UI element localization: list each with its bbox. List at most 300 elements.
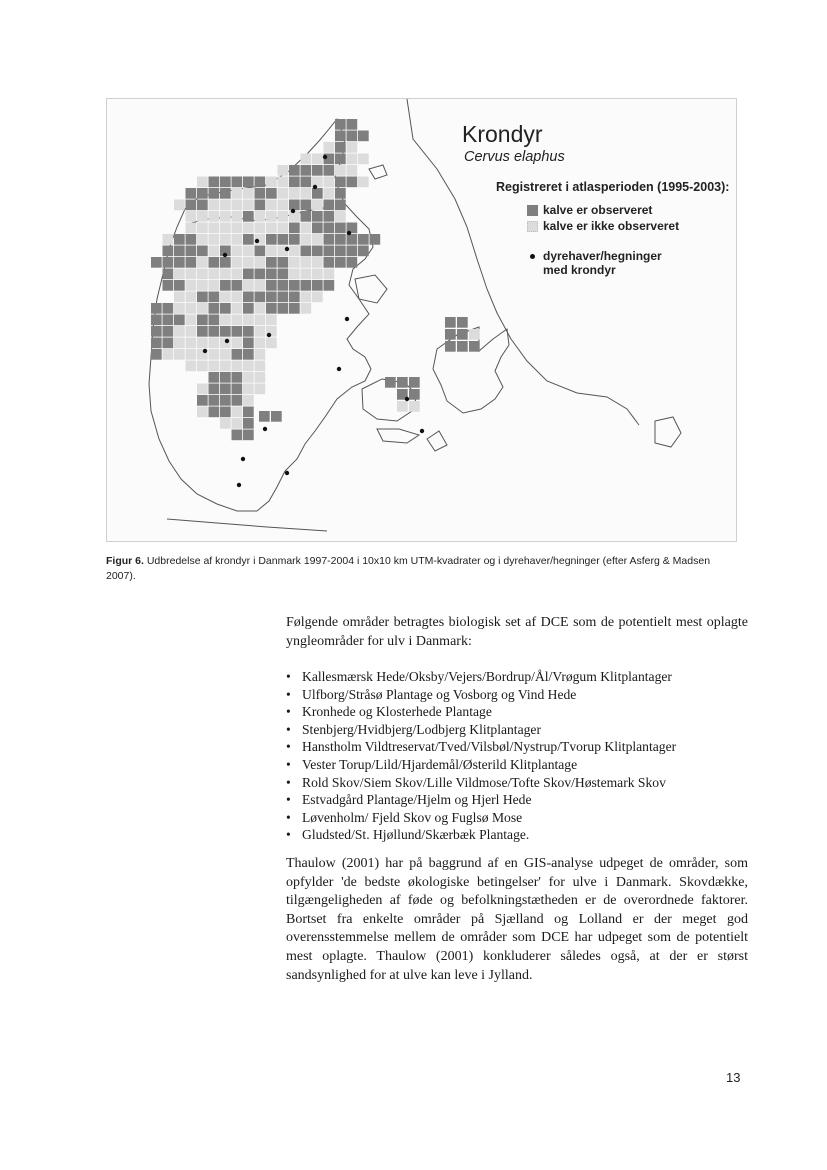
not-observed-cell — [163, 349, 174, 360]
denmark-map — [107, 99, 736, 541]
not-observed-cell — [255, 338, 266, 349]
not-observed-cell — [220, 234, 231, 245]
not-observed-cell — [255, 211, 266, 222]
not-observed-cell — [255, 361, 266, 372]
observed-cell — [312, 165, 323, 176]
observed-cell — [289, 234, 300, 245]
observed-cell — [397, 377, 408, 388]
observed-cell — [347, 257, 358, 268]
not-observed-cell — [186, 326, 197, 337]
not-observed-cell — [209, 361, 220, 372]
not-observed-cell — [255, 326, 266, 337]
observed-cell — [266, 269, 277, 280]
enclosure-dot — [267, 333, 271, 337]
observed-cell — [335, 119, 346, 130]
observed-cell — [266, 188, 277, 199]
not-observed-cell — [186, 292, 197, 303]
not-observed-cell — [186, 338, 197, 349]
observed-cell — [324, 246, 335, 257]
not-observed-cell — [255, 280, 266, 291]
not-observed-cell — [397, 401, 408, 412]
not-observed-cell — [186, 269, 197, 280]
not-observed-cell — [209, 211, 220, 222]
observed-cell — [209, 177, 220, 188]
not-observed-cell — [255, 223, 266, 234]
list-item: • Stenbjerg/Hvidbjerg/Lodbjerg Klitplantager — [286, 721, 756, 739]
observed-cell — [409, 389, 420, 400]
not-observed-cell — [301, 269, 312, 280]
observed-cell — [335, 257, 346, 268]
not-observed-cell — [232, 338, 243, 349]
not-observed-cell — [278, 188, 289, 199]
observed-cell — [197, 188, 208, 199]
observed-cell — [209, 188, 220, 199]
observed-cell — [197, 292, 208, 303]
distribution-map-figure — [106, 98, 737, 542]
observed-cell — [324, 223, 335, 234]
not-observed-cell — [209, 349, 220, 360]
observed-cell — [324, 234, 335, 245]
not-observed-cell — [209, 338, 220, 349]
legend-label-observed: kalve er observeret — [543, 203, 653, 217]
not-observed-cell — [266, 246, 277, 257]
observed-cell — [209, 372, 220, 383]
caption-text: Udbredelse af krondyr i Danmark 1997-2004 i 10x10 km UTM-kvadrater og i dyrehaver/hegninger (efter Asferg & Madsen 2007). — [106, 555, 711, 582]
observed-cell — [457, 317, 468, 328]
not-observed-cell — [186, 280, 197, 291]
not-observed-cell — [324, 142, 335, 153]
map-subtitle: Cervus elaphus — [464, 149, 565, 165]
not-observed-cell — [266, 315, 277, 326]
observed-cell — [243, 338, 254, 349]
not-observed-cell — [255, 372, 266, 383]
observed-cell — [347, 119, 358, 130]
not-observed-cell — [301, 257, 312, 268]
not-observed-cell — [324, 177, 335, 188]
observed-cell — [197, 246, 208, 257]
observed-cell — [409, 377, 420, 388]
observed-cell — [220, 384, 231, 395]
not-observed-cell — [243, 200, 254, 211]
intro-paragraph: Følgende områder betragtes biologisk set af DCE som de potentielt mest oplagte yngleområder for ulv i Danmark: — [286, 615, 748, 649]
observed-cell — [232, 372, 243, 383]
observed-cell — [255, 269, 266, 280]
not-observed-cell — [243, 384, 254, 395]
not-observed-cell — [197, 211, 208, 222]
zealand-coast — [433, 327, 509, 413]
not-observed-cell — [220, 292, 231, 303]
observed-cell — [174, 257, 185, 268]
not-observed-cell — [220, 223, 231, 234]
observed-cell — [335, 131, 346, 142]
not-observed-cell — [266, 223, 277, 234]
observed-cell — [312, 188, 323, 199]
observed-cell — [220, 257, 231, 268]
observed-cell — [266, 257, 277, 268]
observed-cell — [278, 234, 289, 245]
observed-cell — [255, 200, 266, 211]
not-observed-cell — [358, 177, 369, 188]
enclosure-dot — [237, 483, 241, 487]
bornholm-coast — [655, 417, 681, 447]
observed-cell — [174, 246, 185, 257]
observed-cell — [358, 131, 369, 142]
legend-item-enclosures — [527, 249, 673, 277]
observed-cell — [301, 200, 312, 211]
not-observed-cell — [220, 269, 231, 280]
enclosure-dot — [347, 231, 351, 235]
not-observed-cell — [197, 303, 208, 314]
observed-cell — [289, 200, 300, 211]
not-observed-cell — [243, 246, 254, 257]
not-observed-cell — [243, 372, 254, 383]
observed-cell — [266, 292, 277, 303]
observed-cell — [186, 234, 197, 245]
observed-cell — [220, 303, 231, 314]
body-paragraph: Thaulow (2001) har på baggrund af en GIS-analyse udpeget de områder, som opfylder 'de bedste økologiske betingelser' for ulve i Danmark. Skovdække, tilgængeligheden af føde og befolkningstætheden er de overordnede faktorer. Bortset fra enkelte områder på Sjælland og Lolland er der meget god overensstemmelse mellem de områder som DCE har udpeget som de potentielt mest oplagte. Thaulow (2001) konkluderer således også, at der er størst sandsynlighed for at ulve kan leve i Jylland. — [286, 856, 748, 983]
observed-cell — [347, 131, 358, 142]
not-observed-cell — [335, 165, 346, 176]
legend-item-observed — [527, 203, 652, 217]
observed-cell — [243, 418, 254, 429]
not-observed-cell — [186, 349, 197, 360]
not-observed-cell — [220, 349, 231, 360]
not-observed-cell — [174, 326, 185, 337]
not-observed-cell — [243, 280, 254, 291]
not-observed-cell — [312, 200, 323, 211]
not-observed-cell — [232, 223, 243, 234]
not-observed-cell — [243, 188, 254, 199]
observed-cell — [243, 234, 254, 245]
observed-cell — [335, 200, 346, 211]
not-observed-cell — [312, 154, 323, 165]
not-observed-cell — [312, 269, 323, 280]
djursland-coast — [355, 275, 387, 303]
observed-cell — [174, 280, 185, 291]
not-observed-cell — [312, 257, 323, 268]
not-observed-cell — [209, 223, 220, 234]
list-item: • Løvenholm/ Fjeld Skov og Fuglsø Mose — [286, 809, 756, 827]
not-observed-cell — [347, 165, 358, 176]
page-number: 13 — [726, 1070, 741, 1085]
observed-cell — [289, 292, 300, 303]
observed-cell — [266, 303, 277, 314]
observed-cell — [220, 177, 231, 188]
observed-cell — [163, 326, 174, 337]
observed-cell — [324, 257, 335, 268]
observed-cell — [469, 341, 480, 352]
observed-cell — [151, 326, 162, 337]
observed-cell — [243, 430, 254, 441]
not-observed-cell — [232, 315, 243, 326]
observed-cell — [445, 341, 456, 352]
observed-cell — [335, 177, 346, 188]
observed-cell — [232, 326, 243, 337]
germany-border — [167, 519, 327, 531]
not-observed-cell — [243, 257, 254, 268]
not-observed-cell — [232, 269, 243, 280]
observed-cell — [232, 177, 243, 188]
not-observed-cell — [209, 246, 220, 257]
observed-cell — [151, 303, 162, 314]
not-observed-cell — [186, 211, 197, 222]
not-observed-cell — [469, 329, 480, 340]
area-list — [286, 668, 756, 844]
not-observed-cell — [220, 418, 231, 429]
observed-cell — [278, 280, 289, 291]
not-observed-cell — [266, 177, 277, 188]
observed-cell — [232, 349, 243, 360]
observed-cell — [324, 211, 335, 222]
not-observed-cell — [197, 257, 208, 268]
observed-cell — [243, 269, 254, 280]
not-observed-cell — [197, 361, 208, 372]
observed-cell — [266, 234, 277, 245]
observed-cell — [278, 303, 289, 314]
observed-cell — [358, 246, 369, 257]
not-observed-cell — [232, 257, 243, 268]
enclosure-dot — [345, 317, 349, 321]
observed-cell — [457, 341, 468, 352]
observed-cell — [163, 303, 174, 314]
enclosure-dot — [241, 457, 245, 461]
observed-cell — [335, 223, 346, 234]
not-observed-cell — [301, 154, 312, 165]
observed-cell — [243, 292, 254, 303]
not-observed-cell — [255, 303, 266, 314]
not-observed-cell — [301, 188, 312, 199]
not-observed-cell — [174, 200, 185, 211]
observed-cell — [312, 246, 323, 257]
observed-cell — [335, 234, 346, 245]
not-observed-cell — [174, 349, 185, 360]
observed-cell — [347, 246, 358, 257]
not-observed-cell — [220, 361, 231, 372]
not-observed-cell — [278, 165, 289, 176]
observed-cell — [301, 165, 312, 176]
list-item: • Kronhede og Klosterhede Plantage — [286, 703, 756, 721]
laeso-coast — [369, 165, 387, 179]
observed-cell — [278, 269, 289, 280]
not-observed-cell — [266, 338, 277, 349]
not-observed-cell — [312, 234, 323, 245]
enclosure-dot — [225, 339, 229, 343]
observed-cell — [186, 188, 197, 199]
not-observed-cell — [220, 315, 231, 326]
not-observed-cell — [197, 223, 208, 234]
observed-cell — [209, 257, 220, 268]
observed-cell — [220, 188, 231, 199]
not-observed-cell — [289, 269, 300, 280]
observed-cell — [255, 188, 266, 199]
observed-cell — [220, 326, 231, 337]
not-observed-cell — [347, 142, 358, 153]
not-observed-cell — [197, 280, 208, 291]
observed-cell — [232, 430, 243, 441]
not-observed-cell — [255, 384, 266, 395]
not-observed-cell — [289, 257, 300, 268]
observed-cell — [209, 292, 220, 303]
not-observed-cell — [347, 154, 358, 165]
observed-cell — [232, 280, 243, 291]
observed-cell — [243, 211, 254, 222]
not-observed-cell — [232, 361, 243, 372]
enclosure-dot — [285, 471, 289, 475]
observed-cell — [243, 407, 254, 418]
observed-cell — [385, 377, 396, 388]
not-observed-cell — [174, 303, 185, 314]
not-observed-cell — [278, 177, 289, 188]
not-observed-cell — [232, 303, 243, 314]
observed-cell — [358, 234, 369, 245]
not-observed-cell — [409, 401, 420, 412]
not-observed-cell — [209, 269, 220, 280]
not-observed-cell — [301, 303, 312, 314]
caption-label: Figur 6. — [106, 555, 144, 567]
observed-cell — [289, 280, 300, 291]
observed-cell — [163, 257, 174, 268]
observed-cell — [370, 234, 381, 245]
not-observed-cell — [243, 223, 254, 234]
observed-cell — [186, 200, 197, 211]
observed-cell — [324, 165, 335, 176]
observed-cell — [209, 315, 220, 326]
observed-cell — [197, 200, 208, 211]
figure-caption — [106, 554, 736, 584]
observed-cell — [445, 317, 456, 328]
observed-cell — [445, 329, 456, 340]
not-observed-cell — [255, 349, 266, 360]
observed-cell — [255, 246, 266, 257]
observed-cell — [278, 257, 289, 268]
observed-cell — [312, 280, 323, 291]
not-observed-cell — [266, 211, 277, 222]
observed-cell — [301, 246, 312, 257]
not-observed-cell — [220, 200, 231, 211]
observed-cell — [151, 315, 162, 326]
not-observed-cell — [220, 211, 231, 222]
observed-cell — [220, 372, 231, 383]
observed-cell — [312, 211, 323, 222]
enclosure-dot — [223, 253, 227, 257]
not-observed-cell — [209, 280, 220, 291]
observed-cell — [457, 329, 468, 340]
not-observed-cell — [301, 223, 312, 234]
not-observed-cell — [255, 257, 266, 268]
observed-cell — [197, 395, 208, 406]
not-observed-cell — [232, 211, 243, 222]
observed-cell — [186, 257, 197, 268]
observed-cell — [289, 303, 300, 314]
observed-cell — [259, 411, 270, 422]
not-observed-cell — [174, 269, 185, 280]
enclosure-dot — [337, 367, 341, 371]
not-observed-cell — [278, 200, 289, 211]
observed-cell — [271, 411, 282, 422]
observed-cell — [209, 407, 220, 418]
not-observed-cell — [324, 188, 335, 199]
not-observed-cell — [278, 211, 289, 222]
not-observed-cell — [289, 246, 300, 257]
observed-cell — [151, 338, 162, 349]
observed-cell — [197, 315, 208, 326]
not-observed-cell — [335, 211, 346, 222]
observed-cell — [186, 246, 197, 257]
not-observed-cell — [301, 292, 312, 303]
not-observed-cell — [289, 188, 300, 199]
not-observed-cell — [197, 338, 208, 349]
observed-cell — [151, 257, 162, 268]
observed-cell — [209, 326, 220, 337]
observed-cell — [163, 338, 174, 349]
not-observed-cell — [243, 395, 254, 406]
falster-coast — [427, 431, 447, 451]
not-observed-cell — [232, 188, 243, 199]
observed-cell — [301, 177, 312, 188]
not-observed-cell — [186, 223, 197, 234]
observed-cell — [174, 234, 185, 245]
enclosure-dot — [263, 427, 267, 431]
not-observed-cell — [209, 200, 220, 211]
observed-cell — [255, 292, 266, 303]
not-observed-cell — [186, 315, 197, 326]
legend-item-not-observed — [527, 219, 679, 233]
not-observed-cell — [174, 292, 185, 303]
not-observed-cell — [312, 292, 323, 303]
not-observed-cell — [232, 234, 243, 245]
legend-heading: Registreret i atlasperioden (1995-2003): — [496, 180, 730, 194]
enclosure-dot — [203, 349, 207, 353]
observed-cell — [289, 177, 300, 188]
list-item: • Hanstholm Vildtreservat/Tved/Vilsbøl/Nystrup/Tvorup Klitplantager — [286, 738, 756, 756]
not-observed-cell — [197, 269, 208, 280]
observed-cell — [243, 349, 254, 360]
observed-cell — [301, 211, 312, 222]
observed-cell — [266, 280, 277, 291]
not-observed-cell — [358, 154, 369, 165]
not-observed-cell — [243, 361, 254, 372]
not-observed-cell — [197, 384, 208, 395]
observed-cell — [347, 234, 358, 245]
not-observed-cell — [278, 223, 289, 234]
not-observed-cell — [220, 338, 231, 349]
observed-cell — [163, 280, 174, 291]
enclosure-dot — [255, 239, 259, 243]
observed-cell — [347, 177, 358, 188]
observed-cell — [289, 165, 300, 176]
not-observed-cell — [232, 246, 243, 257]
dot-icon — [530, 254, 535, 259]
observed-cell — [209, 395, 220, 406]
not-observed-cell — [301, 234, 312, 245]
observed-cell — [232, 384, 243, 395]
observed-cell — [197, 326, 208, 337]
observed-cell — [312, 223, 323, 234]
observed-cell — [243, 177, 254, 188]
observed-cell — [220, 407, 231, 418]
dark-square-swatch — [527, 205, 538, 216]
not-observed-cell — [232, 407, 243, 418]
observed-cell — [335, 142, 346, 153]
not-observed-cell — [232, 292, 243, 303]
not-observed-cell — [255, 315, 266, 326]
enclosure-dot — [285, 247, 289, 251]
not-observed-cell — [186, 303, 197, 314]
observed-cell — [151, 349, 162, 360]
observed-cell — [278, 292, 289, 303]
list-item: • Gludsted/St. Hjøllund/Skærbæk Plantage. — [286, 826, 756, 844]
legend-label-enclosures: dyrehaver/hegninger med krondyr — [543, 249, 662, 277]
